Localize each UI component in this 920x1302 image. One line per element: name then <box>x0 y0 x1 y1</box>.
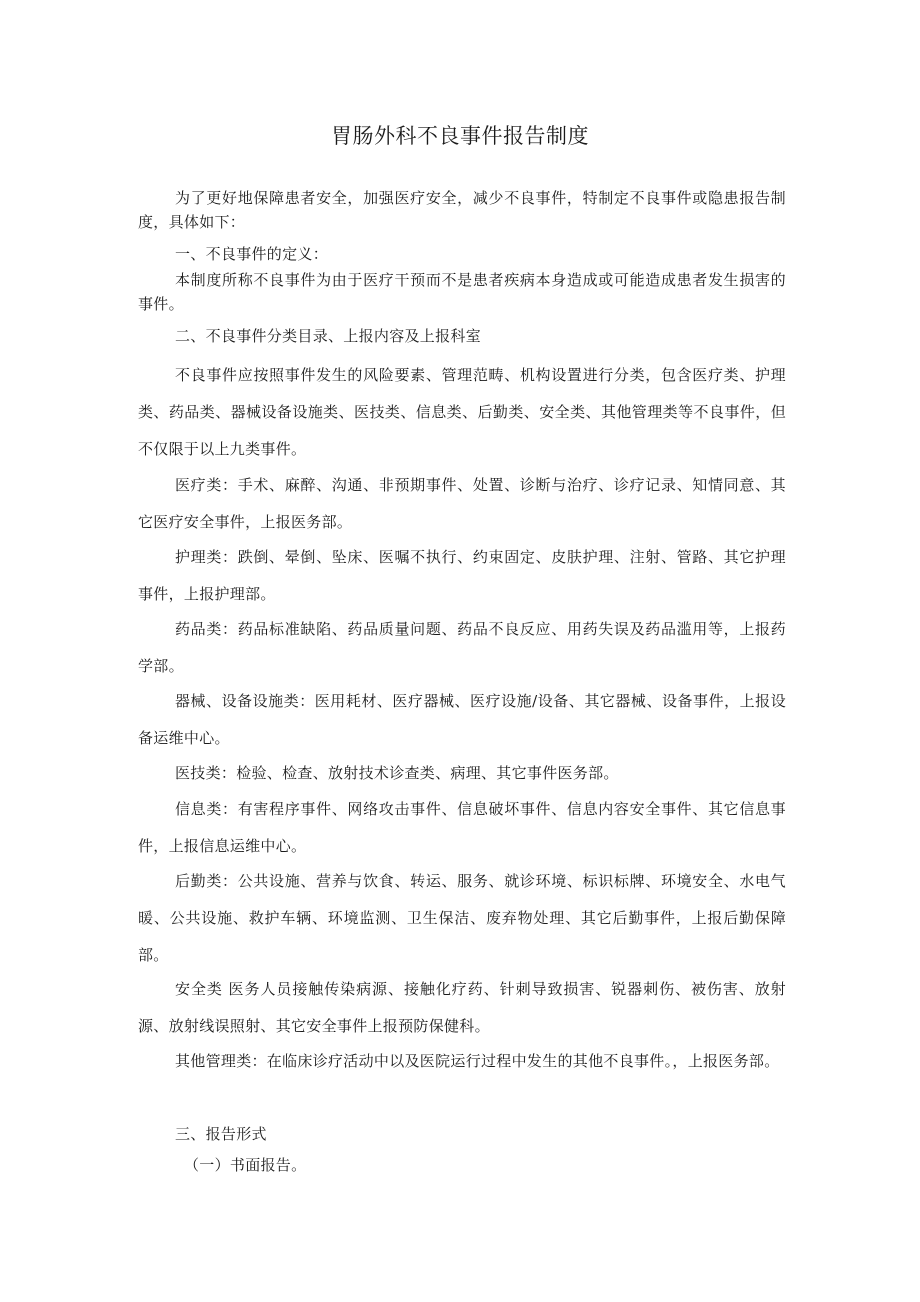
category-drug: 药品类：药品标准缺陷、药品质量问题、药品不良反应、用药失误及药品滥用等，上报药学部。 <box>138 620 786 675</box>
section-1-body: 本制度所称不良事件为由于医疗干预而不是患者疾病本身造成或可能造成患者发生损害的事件。 <box>138 271 786 313</box>
document-title: 胃肠外科不良事件报告制度 <box>331 124 589 148</box>
category-other-management: 其他管理类：在临床诊疗活动中以及医院运行过程中发生的其他不良事件。，上报医务部。 <box>175 1052 780 1070</box>
section-3-heading: 三、报告形式 <box>175 1125 267 1143</box>
section-2-intro: 不良事件应按照事件发生的风险要素、管理范畴、机构设置进行分类，包含医疗类、护理类、药品类、器械设备设施类、医技类、信息类、后勤类、安全类、其他管理类等不良事件，但不仅限于以上九类事件。 <box>138 366 786 458</box>
category-information: 信息类：有害程序事件、网络攻击事件、信息破坏事件、信息内容安全事件、其它信息事件，上报信息运维中心。 <box>138 800 786 855</box>
category-nursing: 护理类：跌倒、晕倒、坠床、医嘱不执行、约束固定、皮肤护理、注射、管路、其它护理事件，上报护理部。 <box>138 548 786 603</box>
category-medical: 医疗类：手术、麻醉、沟通、非预期事件、处置、诊断与治疗、诊疗记录、知情同意、其它医疗安全事件，上报医务部。 <box>138 476 786 531</box>
category-logistics: 后勤类：公共设施、营养与饮食、转运、服务、就诊环境、标识标牌、环境安全、水电气暖、公共设施、救护车辆、环境监测、卫生保洁、废弃物处理、其它后勤事件，上报后勤保障部。 <box>138 872 786 964</box>
category-medtech: 医技类：检验、检查、放射技术诊查类、病理、其它事件医务部。 <box>175 764 619 782</box>
category-safety: 安全类 医务人员接触传染病源、接触化疗药、针刺导致损害、锐器刺伤、被伤害、放射源、放射线误照射、其它安全事件上报预防保健科。 <box>138 980 786 1035</box>
intro-paragraph: 为了更好地保障患者安全，加强医疗安全，减少不良事件，特制定不良事件或隐患报告制度，具体如下： <box>138 189 786 231</box>
section-3-item-1: （一）书面报告。 <box>184 1156 307 1174</box>
section-2-heading: 二、不良事件分类目录、上报内容及上报科室 <box>175 327 482 345</box>
section-1-heading: 一、不良事件的定义： <box>175 245 329 263</box>
category-equipment: 器械、设备设施类：医用耗材、医疗器械、医疗设施/设备、其它器械、设备事件，上报设备运维中心。 <box>138 692 786 747</box>
